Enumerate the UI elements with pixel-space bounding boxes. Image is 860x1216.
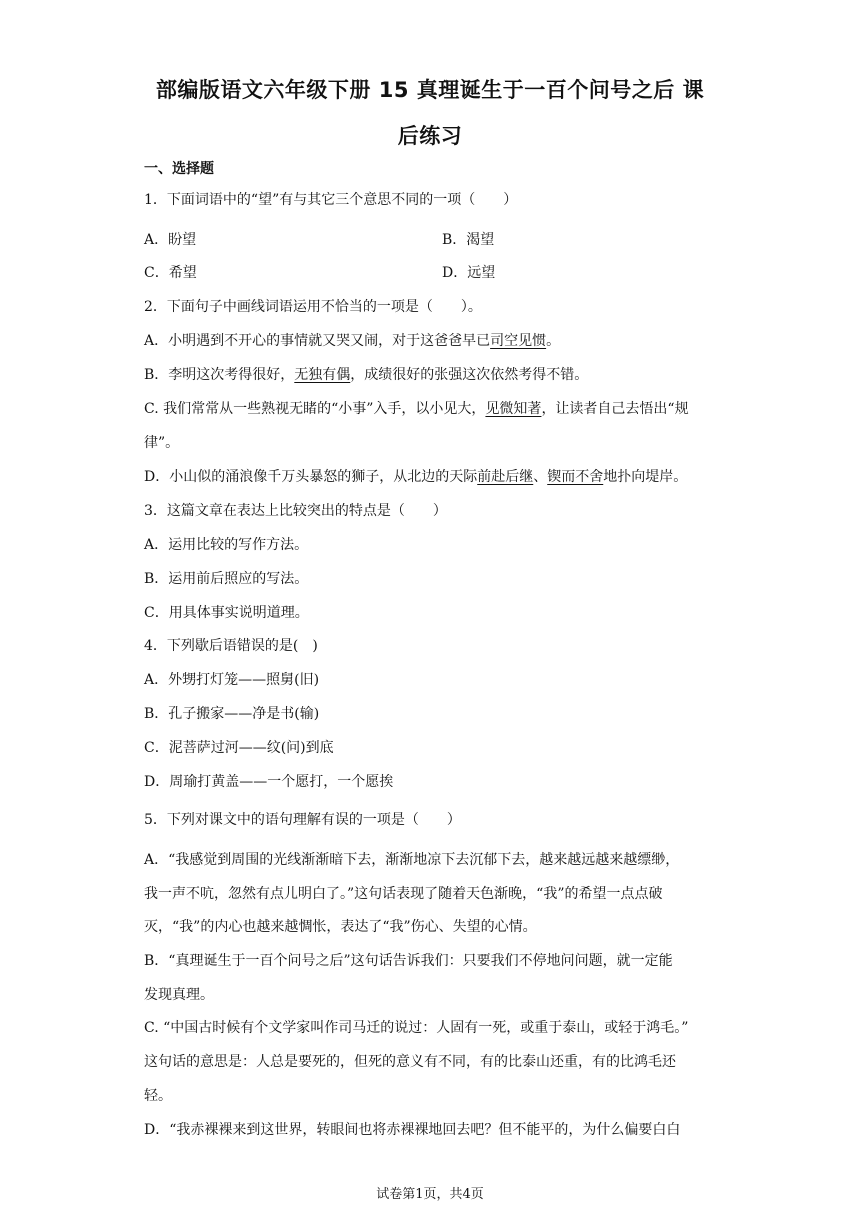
question-2-option-a xyxy=(144,332,560,350)
underlined-word: 司空见惯 xyxy=(490,333,547,349)
question-3-option-a: A．运用比较的写作方法。 xyxy=(144,537,309,553)
question-5-option-a-line-3: 灭，“我”的内心也越来越惆怅，表达了“我”伤心、失望的心情。 xyxy=(144,919,537,935)
underlined-word: 见微知著 xyxy=(485,401,542,417)
section-heading: 一、选择题 xyxy=(144,161,214,177)
question-5-option-a-line-1: A．“我感觉到周围的光线渐渐暗下去，渐渐地凉下去沉郁下去，越来越远越来越缥缈， xyxy=(144,852,680,868)
question-4-option-d: D．周瑜打黄盖——一个愿打，一个愿挨 xyxy=(144,774,394,790)
document-title-line-2: 后练习 xyxy=(397,124,463,148)
underlined-word: 前赴后继 xyxy=(477,469,534,485)
option-text: 地扑向堤岸。 xyxy=(603,469,688,485)
option-text: D．小山似的涌浪像千万头暴怒的狮子，从北边的天际 xyxy=(144,469,478,485)
question-5-option-a-line-2: 我一声不吭，忽然有点儿明白了。”这句话表现了随着天色渐晚，“我”的希望一点点破 xyxy=(144,886,663,902)
option-text: 。 xyxy=(546,333,561,349)
question-5-option-c-line-1: C. “中国古时候有个文学家叫作司马迁的说过：人固有一死，或重于泰山，或轻于鸿毛。” xyxy=(144,1020,689,1036)
question-5-option-d-line-1: D．“我赤裸裸来到这世界，转眼间也将赤裸裸地回去吧？但不能平的，为什么偏要白白 xyxy=(144,1122,681,1138)
question-1-option-c: C．希望 xyxy=(144,265,197,281)
question-3-option-b: B．运用前后照应的写法。 xyxy=(144,571,309,587)
question-3-stem: 3．这篇文章在表达上比较突出的特点是（ ） xyxy=(144,503,447,519)
option-text: 、 xyxy=(533,469,548,485)
question-2-stem: 2．下面句子中画线词语运用不恰当的一项是（ ）。 xyxy=(144,299,482,315)
question-1-stem: 1．下面词语中的“望”有与其它三个意思不同的一项（ ） xyxy=(144,192,518,208)
question-5-option-b-line-2: 发现真理。 xyxy=(144,987,214,1003)
question-2-option-c-continued: 律”。 xyxy=(144,435,180,451)
option-text: ，让读者自己去悟出“规 xyxy=(541,401,689,417)
question-5-option-c-line-2: 这句话的意思是：人总是要死的，但死的意义有不同，有的比泰山还重，有的比鸿毛还 xyxy=(144,1054,676,1070)
question-5-option-b-line-1: B．“真理诞生于一百个问号之后”这句话告诉我们：只要我们不停地问问题，就一定能 xyxy=(144,953,673,969)
underlined-word: 无独有偶 xyxy=(294,367,351,383)
option-text: A．小明遇到不开心的事情就又哭又闹，对于这爸爸早已 xyxy=(144,333,491,349)
option-text: ，成绩很好的张强这次依然考得不错。 xyxy=(350,367,589,383)
question-2-option-b xyxy=(144,366,588,384)
underlined-word: 锲而不舍 xyxy=(547,469,604,485)
question-4-option-a: A．外甥打灯笼——照舅(旧) xyxy=(144,672,320,688)
question-5-option-c-line-3: 轻。 xyxy=(144,1088,172,1104)
question-2-option-c xyxy=(144,400,689,418)
document-title-line-1: 部编版语文六年级下册 15 真理诞生于一百个问号之后 课 xyxy=(155,78,705,102)
question-4-stem: 4．下列歇后语错误的是( ) xyxy=(144,638,318,654)
question-4-option-b: B．孔子搬家——净是书(输) xyxy=(144,706,320,722)
question-1-option-d: D．远望 xyxy=(442,265,496,281)
question-5-stem: 5．下列对课文中的语句理解有误的一项是（ ） xyxy=(144,812,461,828)
question-1-option-a: A．盼望 xyxy=(144,232,197,248)
option-text: B．李明这次考得很好， xyxy=(144,367,295,383)
question-3-option-c: C．用具体事实说明道理。 xyxy=(144,605,309,621)
question-4-option-c: C．泥菩萨过河——纹(问)到底 xyxy=(144,740,334,756)
page-footer: 试卷第1页，共4页 xyxy=(376,1187,484,1202)
option-text: C. 我们常常从一些熟视无睹的“小事”入手，以小见大， xyxy=(144,401,486,417)
question-1-option-b: B．渴望 xyxy=(442,232,495,248)
question-2-option-d xyxy=(144,468,687,486)
